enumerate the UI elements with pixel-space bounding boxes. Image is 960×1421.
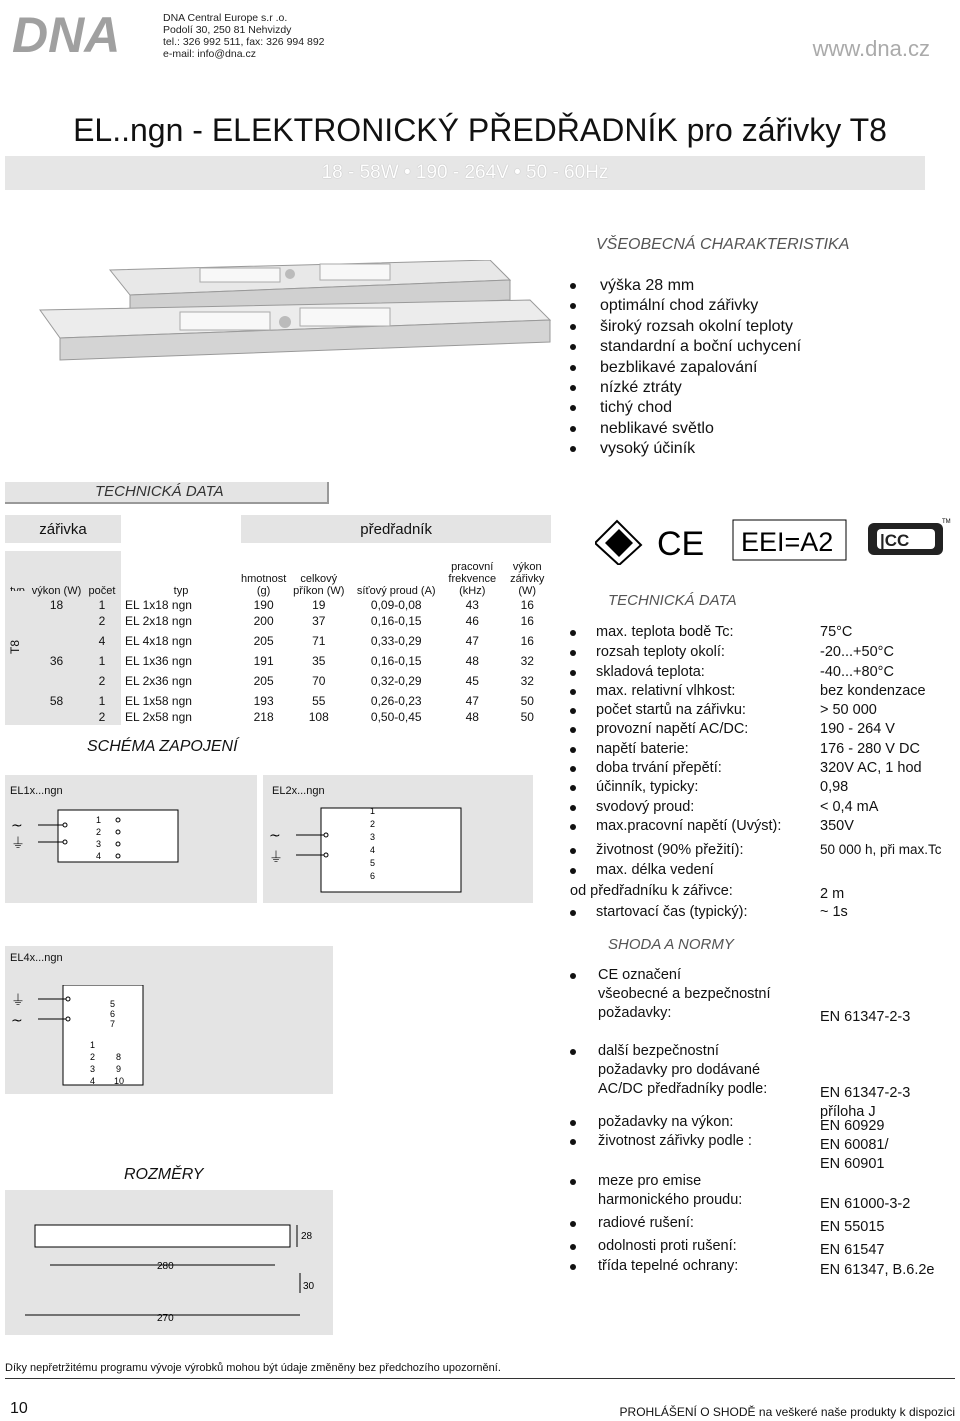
cell-mass: 218 <box>253 710 274 724</box>
norm-value: EN 60901 <box>820 1156 885 1172</box>
terminal-label: 3 <box>90 1064 96 1074</box>
list-item: optimální chod zářivky <box>570 296 801 316</box>
terminal-label: 3 <box>96 839 102 849</box>
spec-value: < 0,4 mA <box>820 799 879 815</box>
terminal-label: 6 <box>370 871 376 881</box>
terminal-label: 4 <box>96 851 102 861</box>
list-item: výška 28 mm <box>570 276 801 296</box>
cell-input: 70 <box>312 674 326 688</box>
norm-label: životnost zářivky podle : <box>598 1133 752 1149</box>
spec-value: > 50 000 <box>820 702 877 718</box>
svg-text:|CC: |CC <box>880 531 910 550</box>
cell-input: 19 <box>312 598 326 612</box>
svg-text:~: ~ <box>269 828 281 844</box>
cell-type: EL 1x58 ngn <box>125 694 192 708</box>
list-item: široký rozsah okolní teploty <box>570 317 801 337</box>
norm-label: meze pro emise <box>598 1173 702 1189</box>
ballast-table <box>5 515 551 725</box>
terminal-label: 1 <box>90 1040 96 1050</box>
cell-input: 55 <box>312 694 326 708</box>
dim-28: 28 <box>301 1231 313 1242</box>
cell-mass: 205 <box>253 634 274 648</box>
cell-type: EL 4x18 ngn <box>125 634 192 648</box>
company-email[interactable]: e-mail: info@dna.cz <box>163 48 256 60</box>
bullet <box>570 1120 576 1126</box>
schema-label-el4: EL4x...ngn <box>10 952 63 964</box>
bullet <box>570 766 576 772</box>
table-row <box>5 693 551 709</box>
wiring-diagram-el4 <box>8 985 208 1095</box>
cell-count: 2 <box>83 613 121 629</box>
terminal-label: 2 <box>96 827 102 837</box>
norm-value: příloha J <box>820 1104 876 1120</box>
company-phone: tel.: 326 992 511, fax: 326 994 892 <box>163 36 325 48</box>
table-row <box>5 613 551 629</box>
svg-text:⏚: ⏚ <box>11 993 25 1009</box>
norm-label: AC/DC předřadníky podle: <box>598 1081 768 1097</box>
cell-input: 35 <box>312 654 326 668</box>
cell-current: 0,16-0,15 <box>370 654 422 668</box>
norm-value: EN 60081/ <box>820 1137 889 1153</box>
spec-label: rozsah teploty okolí: <box>596 644 725 660</box>
bullet <box>570 689 576 695</box>
col-typ-ballast: typ <box>173 585 189 597</box>
schema-heading: SCHÉMA ZAPOJENÍ <box>87 738 238 755</box>
spec-value: 50 000 h, při max.Tc <box>820 842 942 857</box>
cell-power <box>30 629 83 653</box>
cell-count: 2 <box>83 669 121 693</box>
schema-label-el2: EL2x...ngn <box>272 785 325 797</box>
terminal-label: 9 <box>116 1064 122 1074</box>
cell-input: 71 <box>312 634 326 648</box>
terminal-label: 4 <box>370 845 376 855</box>
svg-text:⏚: ⏚ <box>11 836 25 852</box>
spec-value: 350V <box>820 818 854 834</box>
table-row <box>5 629 551 653</box>
cell-lamp: 50 <box>520 694 534 708</box>
bullet <box>570 868 576 874</box>
table-row <box>5 709 551 725</box>
spec-banner-text: 18 - 58W • 190 - 264V • 50 - 60Hz <box>321 162 609 183</box>
bullet <box>570 1264 576 1270</box>
list-item: vysoký účiník <box>570 439 801 459</box>
norm-label: radiové rušení: <box>598 1215 694 1231</box>
cell-input: 108 <box>308 710 329 724</box>
col-frekvence: pracovní frekvence (kHz) <box>448 561 497 597</box>
cell-freq: 48 <box>465 654 479 668</box>
norm-label: požadavky pro dodávané <box>598 1062 761 1078</box>
table-row <box>5 653 551 669</box>
title-rest: pro zářivky T8 <box>677 112 887 148</box>
product-photo <box>30 260 550 390</box>
norm-value: EN 61347-2-3 <box>820 1009 911 1025</box>
terminal-label: 10 <box>114 1076 125 1086</box>
list-item: bezblikavé zapalování <box>570 358 801 378</box>
spec-label: svodový proud: <box>596 799 695 815</box>
spec-value: 0,98 <box>820 779 849 795</box>
terminal-label: 1 <box>96 815 102 825</box>
norm-label: další bezpečnostní <box>598 1043 719 1059</box>
spec-value: -20...+50°C <box>820 644 894 660</box>
cell-lamp: 16 <box>520 614 534 628</box>
cell-mass: 200 <box>253 614 274 628</box>
website-link[interactable]: www.dna.cz <box>812 36 930 61</box>
col-vykon: výkon (W) <box>30 551 83 597</box>
norm-value: EN 55015 <box>820 1219 885 1235</box>
page-title <box>0 112 960 149</box>
terminal-label: 2 <box>370 819 376 829</box>
cell-count: 1 <box>83 597 121 613</box>
dim-30: 30 <box>303 1281 315 1292</box>
svg-text:~: ~ <box>11 818 23 834</box>
terminal-label: 3 <box>370 832 376 842</box>
cell-power <box>30 669 83 693</box>
cell-power: 36 <box>30 653 83 669</box>
bullet <box>570 1221 576 1227</box>
bullet <box>570 630 576 636</box>
typ-value: T8 <box>8 639 23 655</box>
bullet <box>570 973 576 979</box>
dim-270: 270 <box>157 1313 174 1324</box>
cell-count: 4 <box>83 629 121 653</box>
footer-divider <box>5 1378 955 1379</box>
cell-type: EL 1x36 ngn <box>125 654 192 668</box>
norm-value: EN 61347, B.6.2e <box>820 1262 935 1278</box>
terminal-label: 4 <box>90 1076 96 1086</box>
spec-label: doba trvání přepětí: <box>596 760 722 776</box>
cell-lamp: 16 <box>520 598 534 612</box>
cell-input: 37 <box>312 614 326 628</box>
eei-label: EEI=A2 <box>741 527 834 557</box>
spec-value: 320V AC, 1 hod <box>820 760 922 776</box>
bullet <box>570 650 576 656</box>
bullet <box>570 727 576 733</box>
cell-count: 1 <box>83 693 121 709</box>
cell-current: 0,33-0,29 <box>370 634 422 648</box>
spec-label: skladová teplota: <box>596 664 705 680</box>
declaration-text: PROHLÁŠENÍ O SHODĚ na veškeré naše produkty k dispozici <box>619 1405 955 1419</box>
cell-count: 2 <box>83 709 121 725</box>
logo-text: DNA <box>12 7 121 62</box>
bullet <box>570 747 576 753</box>
terminal-label: 6 <box>110 1009 116 1019</box>
spec-label: startovací čas (typický): <box>596 904 748 920</box>
specs-heading: TECHNICKÁ DATA <box>608 592 737 609</box>
spec-label: počet startů na zářivku: <box>596 702 746 718</box>
col-pocet: počet <box>83 551 121 597</box>
bullet <box>570 785 576 791</box>
bullet <box>570 824 576 830</box>
norm-label: požadavky: <box>598 1005 672 1021</box>
terminal-label: 5 <box>370 858 376 868</box>
cell-lamp: 16 <box>520 634 534 648</box>
spec-label: provozní napětí AC/DC: <box>596 721 749 737</box>
table-body <box>5 597 551 725</box>
spec-label: max.pracovní napětí (Uvýst): <box>596 818 782 834</box>
terminal-label: 5 <box>110 999 116 1009</box>
company-name: DNA Central Europe s.r .o. <box>163 12 288 24</box>
list-item: neblikavé světlo <box>570 419 801 439</box>
cell-current: 0,50-0,45 <box>370 710 422 724</box>
cell-power <box>30 709 83 725</box>
spec-value: 190 - 264 V <box>820 721 895 737</box>
spec-banner <box>5 156 925 190</box>
spec-value: ~ 1s <box>820 904 848 920</box>
cell-freq: 47 <box>465 694 479 708</box>
bullet <box>570 910 576 916</box>
spec-label: max. délka vedení <box>596 862 714 878</box>
bullet <box>570 708 576 714</box>
spec-value: 2 m <box>820 886 845 902</box>
cell-type: EL 2x58 ngn <box>125 710 192 724</box>
logo <box>10 6 150 67</box>
list-item: tichý chod <box>570 398 801 418</box>
terminal-label: 1 <box>370 806 376 816</box>
cell-power: 58 <box>30 693 83 709</box>
cell-freq: 47 <box>465 634 479 648</box>
spec-label: od předřadníku k zářivce: <box>570 883 733 899</box>
col-prikon: celkový příkon (W) <box>293 573 345 597</box>
bullet <box>570 1244 576 1250</box>
norm-label: CE označení <box>598 967 682 983</box>
wiring-diagram-el2 <box>266 800 526 905</box>
norm-label: harmonického proudu: <box>598 1192 743 1208</box>
cell-freq: 48 <box>465 710 479 724</box>
spec-label: max. teplota bodě Tc: <box>596 624 734 640</box>
norm-value: EN 61000-3-2 <box>820 1196 911 1212</box>
norm-label: odolnosti proti rušení: <box>598 1238 737 1254</box>
dim-280: 280 <box>157 1261 174 1272</box>
norm-value: EN 60929 <box>820 1118 885 1134</box>
cell-freq: 45 <box>465 674 479 688</box>
bullet <box>570 670 576 676</box>
general-heading: VŠEOBECNÁ CHARAKTERISTIKA <box>596 236 850 253</box>
title-main: EL..ngn - ELEKTRONICKÝ PŘEDŘADNÍK <box>73 112 678 148</box>
bullet <box>570 1049 576 1055</box>
dims-heading: ROZMĚRY <box>124 1166 204 1183</box>
cell-power <box>30 613 83 629</box>
spec-label: napětí baterie: <box>596 741 689 757</box>
wiring-diagram-el1 <box>8 800 248 905</box>
footer-note: Díky nepřetržitému programu vývoje výrobků mohou být údaje změněny bez předchozího upozornění. <box>5 1362 501 1374</box>
list-item: nízké ztráty <box>570 378 801 398</box>
col-hmotnost: hmotnost (g) <box>241 573 287 597</box>
spec-label: účinník, typicky: <box>596 779 699 795</box>
norm-value: EN 61347-2-3 <box>820 1085 911 1101</box>
norms-heading: SHODA A NORMY <box>608 936 734 953</box>
norm-label: požadavky na výkon: <box>598 1114 734 1130</box>
group-predradnik: předřadník <box>241 515 551 543</box>
spec-value: 176 - 280 V DC <box>820 741 920 757</box>
cell-power: 18 <box>30 597 83 613</box>
cell-lamp: 32 <box>520 674 534 688</box>
bullet <box>570 1179 576 1185</box>
ce-mark-icon: CE <box>657 525 705 563</box>
icc-logo-icon <box>868 523 943 555</box>
cell-freq: 46 <box>465 614 479 628</box>
group-zarivka: zářivka <box>5 515 121 543</box>
company-address: Podolí 30, 250 81 Nehvizdy <box>163 24 292 36</box>
list-item: standardní a boční uchycení <box>570 337 801 357</box>
page-number: 10 <box>10 1400 28 1417</box>
cell-mass: 191 <box>253 654 274 668</box>
table-row <box>5 597 551 613</box>
company-info <box>163 12 325 60</box>
cell-mass: 190 <box>253 598 274 612</box>
cell-type: EL 2x36 ngn <box>125 674 192 688</box>
spec-label: životnost (90% přežití): <box>596 842 744 858</box>
cell-type: EL 1x18 ngn <box>125 598 192 612</box>
enec-icon <box>595 521 641 565</box>
cell-count: 1 <box>83 653 121 669</box>
dimension-drawing <box>5 1195 335 1340</box>
cert-logos <box>595 515 955 570</box>
cell-lamp: 50 <box>520 710 534 724</box>
terminal-label: 2 <box>90 1052 96 1062</box>
spec-value: 75°C <box>820 624 853 640</box>
spec-label: max. relativní vlhkost: <box>596 683 736 699</box>
table-row <box>5 669 551 693</box>
norm-value: EN 61547 <box>820 1242 885 1258</box>
tech-data-heading: TECHNICKÁ DATA <box>95 483 224 500</box>
terminal-label: 7 <box>110 1019 116 1029</box>
cell-current: 0,09-0,08 <box>370 598 422 612</box>
cell-lamp: 32 <box>520 654 534 668</box>
cell-current: 0,16-0,15 <box>370 614 422 628</box>
general-list <box>570 276 801 460</box>
terminal-label: 8 <box>116 1052 122 1062</box>
cell-freq: 43 <box>465 598 479 612</box>
cell-type: EL 2x18 ngn <box>125 614 192 628</box>
col-proud: síťový proud (A) <box>356 585 436 597</box>
col-vykon-zarivky: výkon zářivky (W) <box>510 561 545 597</box>
cell-mass: 205 <box>253 674 274 688</box>
bullet <box>570 1139 576 1145</box>
spec-value: -40...+80°C <box>820 664 894 680</box>
cell-mass: 193 <box>253 694 274 708</box>
cell-current: 0,32-0,29 <box>370 674 422 688</box>
schema-label-el1: EL1x...ngn <box>10 785 63 797</box>
bullet <box>570 848 576 854</box>
svg-text:⏚: ⏚ <box>269 850 283 866</box>
norm-label: všeobecné a bezpečnostní <box>598 986 771 1002</box>
bullet <box>570 805 576 811</box>
svg-text:~: ~ <box>11 1013 23 1029</box>
tm-mark: TM <box>942 519 951 525</box>
norm-label: třída tepelné ochrany: <box>598 1258 739 1274</box>
cell-current: 0,26-0,23 <box>370 694 422 708</box>
spec-value: bez kondenzace <box>820 683 926 699</box>
